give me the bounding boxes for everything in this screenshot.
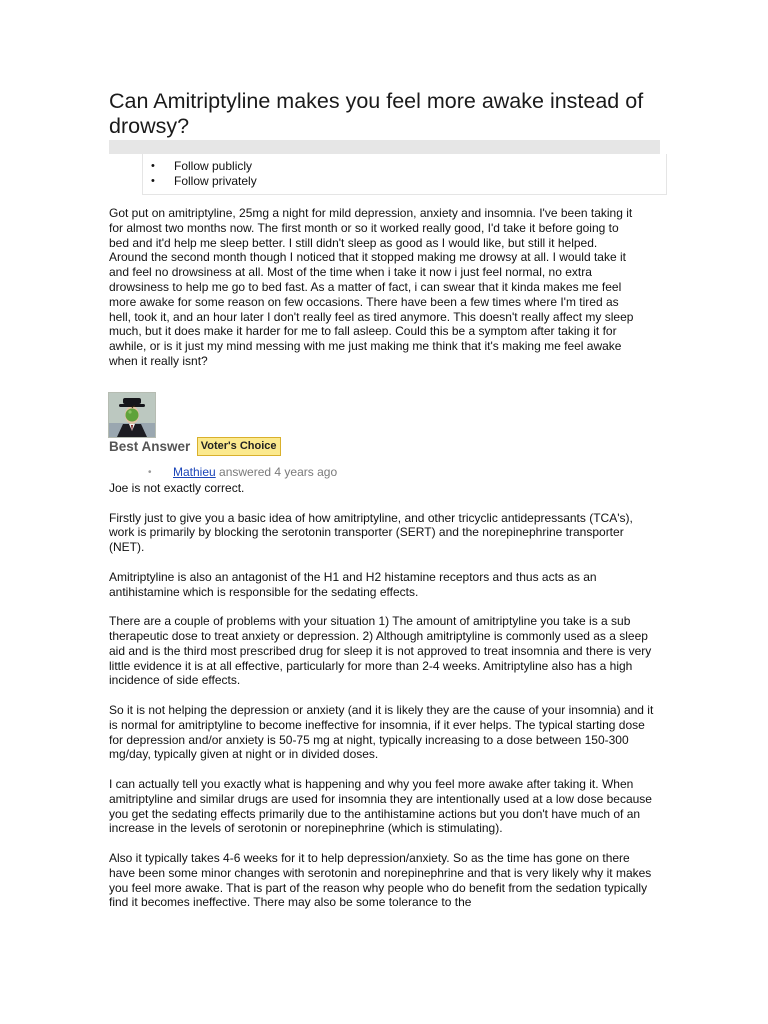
answer-paragraph: Firstly just to give you a basic idea of how amitriptyline, and other tricyclic antidepressants (TCA's), work is primarily by blocking the serotonin transporter (SERT) and the norepinephrine transporter (NET). xyxy=(109,510,633,555)
bullet-icon: • xyxy=(151,175,155,187)
avatar-illustration-icon xyxy=(109,393,155,437)
question-body xyxy=(109,206,639,369)
voters-choice-badge: Voter's Choice xyxy=(197,437,281,456)
answer-meta xyxy=(109,465,337,480)
answer-paragraph: So it is not helping the depression or anxiety (and it is likely they are the cause of your insomnia) and it is normal for amitriptyline to become ineffective for insomnia, if it ever helps. The typical starting dose for depression and/or anxiety is 50-75 mg at night, typically increasing to a dose between 150-300 mg/day, typically given at night or in divided doses. xyxy=(109,702,654,762)
author-link[interactable]: Mathieu xyxy=(173,465,216,479)
follow-menu xyxy=(142,154,667,195)
answer-paragraph: Amitriptyline is also an antagonist of the H1 and H2 histamine receptors and thus acts as an antihistamine which is responsible for the sedating effects. xyxy=(109,569,597,599)
follow-publicly-option[interactable] xyxy=(143,159,666,174)
bullet-icon: • xyxy=(151,160,155,172)
best-answer-label: Best Answer xyxy=(109,439,191,454)
answer-paragraph: There are a couple of problems with your situation 1) The amount of amitriptyline you take is a sub therapeutic dose to treat anxiety or depression. 2) Although amitriptyline is commonly used as a sleep aid and is the third most prescribed drug for sleep it is not approved to treat insomnia and there is very little evidence it is at all effective, particularly for more than 2-4 weeks. Amitriptyline also has a high incidence of side effects. xyxy=(109,614,652,688)
user-avatar-icon[interactable] xyxy=(108,392,156,438)
follow-bar xyxy=(109,140,660,154)
bullet-icon: • xyxy=(148,467,152,478)
answer-paragraph: I can actually tell you exactly what is happening and why you feel more awake after taking it. When amitriptyline and similar drugs are used for insomnia they are intentionally used at a low dose because you get the sedating effects primarily due to the antihistamine actions but you don't have much of an increase in the levels of serotonin or norepinephrine (which is stimulating). xyxy=(109,776,652,836)
question-paragraph: Around the second month though I noticed that it stopped making me drowsy at all. I would take it and feel no drowsiness at all. Most of the time when i take it now i just feel normal, no extra drowsiness to help me go to bed fast. As a matter of fact, i can swear that it kinda makes me feel more awake for some reason on few occasions. There have been a few times where I'm tired as hell, took it, and an hour later I don't really feel as tired anymore. This doesn't really affect my sleep much, but it does make it harder for me to fall asleep. Could this be a symptom after taking it for awhile, or is it just my mind messing with me just making me think that it's making me feel awake when it really isnt? xyxy=(109,250,634,368)
follow-option-label: Follow privately xyxy=(174,174,257,188)
answer-paragraph: Joe is not exactly correct. xyxy=(109,481,245,495)
answer-timestamp: answered 4 years ago xyxy=(219,465,338,479)
follow-privately-option[interactable] xyxy=(143,174,666,189)
follow-option-label: Follow publicly xyxy=(174,159,253,173)
question-paragraph: Got put on amitriptyline, 25mg a night for mild depression, anxiety and insomnia. I've been taking it for almost two months now. The first month or so it worked really good, I'd take it before going to bed and it'd help me sleep better. I still didn't sleep as good as I would like, but still it helped. xyxy=(109,206,633,250)
answer-paragraph: Also it typically takes 4-6 weeks for it to help depression/anxiety. So as the time has gone on there have been some minor changes with serotonin and norepinephrine and that is very likely why it makes you feel more awake. That is part of the reason why people who do benefit from the sedation typically find it becomes ineffective. There may also be some tolerance to the xyxy=(109,850,652,910)
answer-body xyxy=(109,481,654,925)
page-title: Can Amitriptyline makes you feel more awake instead of drowsy? xyxy=(109,89,644,138)
best-answer-header xyxy=(109,437,281,457)
